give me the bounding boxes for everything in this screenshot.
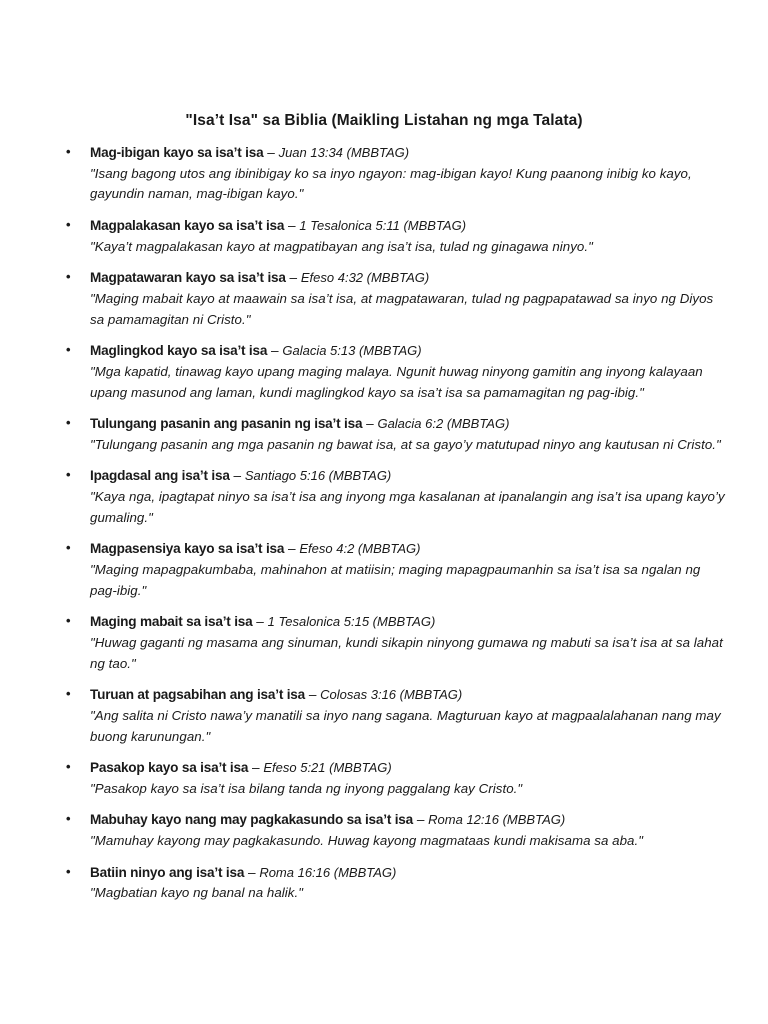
verse-command: Magpatawaran kayo sa isa’t isa: [90, 270, 286, 286]
verse-command: Tulungang pasanin ang pasanin ng isa’t isa: [90, 416, 363, 432]
verse-quote: "Mga kapatid, tinawag kayo upang maging malaya. Ngunit huwag ninyong gamitin ang inyong kalayaan upang masunod ang laman, kundi maglingkod kayo sa isa’t isa sa pamamagitan ng pag-ibig.": [90, 363, 703, 400]
dash-separator: –: [267, 145, 275, 160]
bullet-icon: •: [66, 342, 71, 358]
page-title: "Isa’t Isa" sa Biblia (Maikling Listahan ng mga Talata): [185, 112, 583, 129]
verse-reference: Galacia 5:13 (MBBTAG): [282, 343, 422, 359]
verse-reference: Efeso 4:2 (MBBTAG): [299, 541, 421, 557]
bullet-icon: •: [66, 415, 71, 431]
list-item: [0, 612, 768, 674]
verse-heading: [90, 341, 728, 362]
list-item: [0, 268, 768, 330]
verse-reference: Colosas 3:16 (MBBTAG): [320, 687, 463, 703]
verse-heading: [90, 143, 728, 164]
verse-reference: Roma 12:16 (MBBTAG): [428, 812, 566, 828]
bullet-icon: •: [66, 863, 71, 879]
bullet-icon: •: [66, 467, 71, 483]
verse-quote: "Magbatian kayo ng banal na halik.": [90, 885, 304, 901]
verse-heading: [90, 810, 728, 831]
verse-reference: 1 Tesalonica 5:15 (MBBTAG): [267, 614, 436, 630]
verse-reference: 1 Tesalonica 5:11 (MBBTAG): [299, 217, 467, 233]
verse-heading: [90, 685, 728, 706]
verse-reference: Efeso 5:21 (MBBTAG): [263, 760, 392, 776]
verse-quote: "Huwag gaganti ng masama ang sinuman, kundi sikapin ninyong gumawa ng mabuti sa isa’t isa at sa lahat ng tao.": [90, 634, 723, 671]
bullet-icon: •: [66, 686, 71, 702]
verse-command: Batiin ninyo ang isa’t isa: [90, 864, 245, 880]
verse-reference: Efeso 4:32 (MBBTAG): [300, 270, 430, 286]
dash-separator: –: [416, 812, 425, 828]
verse-reference: Santiago 5:16 (MBBTAG): [244, 468, 392, 484]
list-item: [0, 143, 768, 205]
dash-separator: –: [289, 270, 298, 286]
list-item: [0, 758, 768, 799]
bullet-icon: •: [66, 811, 71, 827]
verse-quote: "Maging mapagpakumbaba, mahinahon at matiisin; maging mapagpaumanhin sa isa’t isa sa ngalan ng pag-ibig.": [90, 561, 701, 598]
bullet-icon: •: [66, 540, 71, 556]
list-item: [0, 414, 768, 455]
verse-heading: [90, 612, 728, 633]
verse-command: Mabuhay kayo nang may pagkakasundo sa isa’t isa: [90, 812, 414, 828]
verse-command: Ipagdasal ang isa’t isa: [90, 468, 230, 484]
dash-separator: –: [252, 760, 260, 776]
dash-separator: –: [288, 217, 296, 233]
list-item: [0, 216, 768, 257]
verse-quote: "Kaya’t magpalakasan kayo at magpatibayan ang isa’t isa, tulad ng ginagawa ninyo.": [90, 238, 593, 254]
verse-quote: "Maging mabait kayo at maawain sa isa’t isa, at magpatawaran, tulad ng pagpapatawad sa inyo ng Diyos sa pamamagitan ni Cristo.": [90, 290, 714, 327]
list-item: [0, 863, 768, 904]
dash-separator: –: [308, 687, 317, 703]
verse-quote: "Ang salita ni Cristo nawa’y manatili sa inyo nang sagana. Magturuan kayo at magpaalalahanan nang may buong karunungan.": [90, 707, 721, 744]
verse-heading: [90, 268, 728, 289]
bullet-icon: •: [66, 144, 71, 159]
bullet-icon: •: [66, 759, 71, 775]
verse-quote: "Tulungang pasanin ang mga pasanin ng bawat isa, at sa gayo’y matutupad ninyo ang kautusan ni Cristo.": [90, 436, 721, 452]
verse-reference: Galacia 6:2 (MBBTAG): [377, 416, 510, 432]
dash-separator: –: [271, 343, 279, 359]
verse-heading: [90, 539, 728, 560]
dash-separator: –: [233, 468, 242, 484]
list-item: [0, 539, 768, 601]
list-item: [0, 810, 768, 851]
verse-list: [0, 143, 768, 915]
verse-command: Maging mabait sa isa’t isa: [90, 614, 253, 630]
verse-heading: [90, 414, 728, 435]
dash-separator: –: [247, 864, 256, 880]
verse-command: Maglingkod kayo sa isa’t isa: [90, 343, 268, 359]
verse-heading: [90, 466, 728, 487]
verse-reference: Roma 16:16 (MBBTAG): [259, 864, 397, 880]
verse-heading: [90, 216, 728, 237]
bullet-icon: •: [66, 269, 71, 285]
verse-quote: "Kaya nga, ipagtapat ninyo sa isa’t isa ang inyong mga kasalanan at ipanalangin ang isa’t isa upang kayo’y gumaling.": [90, 488, 725, 525]
list-item: [0, 341, 768, 403]
dash-separator: –: [288, 541, 296, 557]
verse-quote: "Mamuhay kayong may pagkakasundo. Huwag kayong magmataas kundi makisama sa aba.": [90, 833, 643, 849]
verse-command: Magpasensiya kayo sa isa’t isa: [90, 541, 285, 557]
dash-separator: –: [256, 614, 264, 630]
verse-heading: [90, 863, 728, 884]
verse-quote: "Isang bagong utos ang ibinibigay ko sa inyo ngayon: mag-ibigan kayo! Kung paanong inibig ko kayo, gayundin naman, mag-ibigan kayo.": [90, 165, 692, 202]
verse-command: Pasakop kayo sa isa’t isa: [90, 760, 249, 776]
list-item: [0, 466, 768, 528]
list-item: [0, 685, 768, 747]
verse-command: Magpalakasan kayo sa isa’t isa: [90, 217, 285, 233]
bullet-icon: •: [66, 613, 71, 629]
verse-heading: [90, 758, 728, 779]
bullet-icon: •: [66, 216, 71, 232]
dash-separator: –: [366, 416, 374, 432]
verse-reference: Juan 13:34 (MBBTAG): [278, 145, 410, 160]
verse-command: Mag-ibigan kayo sa isa’t isa: [90, 145, 264, 160]
verse-command: Turuan at pagsabihan ang isa’t isa: [90, 687, 306, 703]
verse-quote: "Pasakop kayo sa isa’t isa bilang tanda ng inyong paggalang kay Cristo.": [90, 780, 523, 796]
